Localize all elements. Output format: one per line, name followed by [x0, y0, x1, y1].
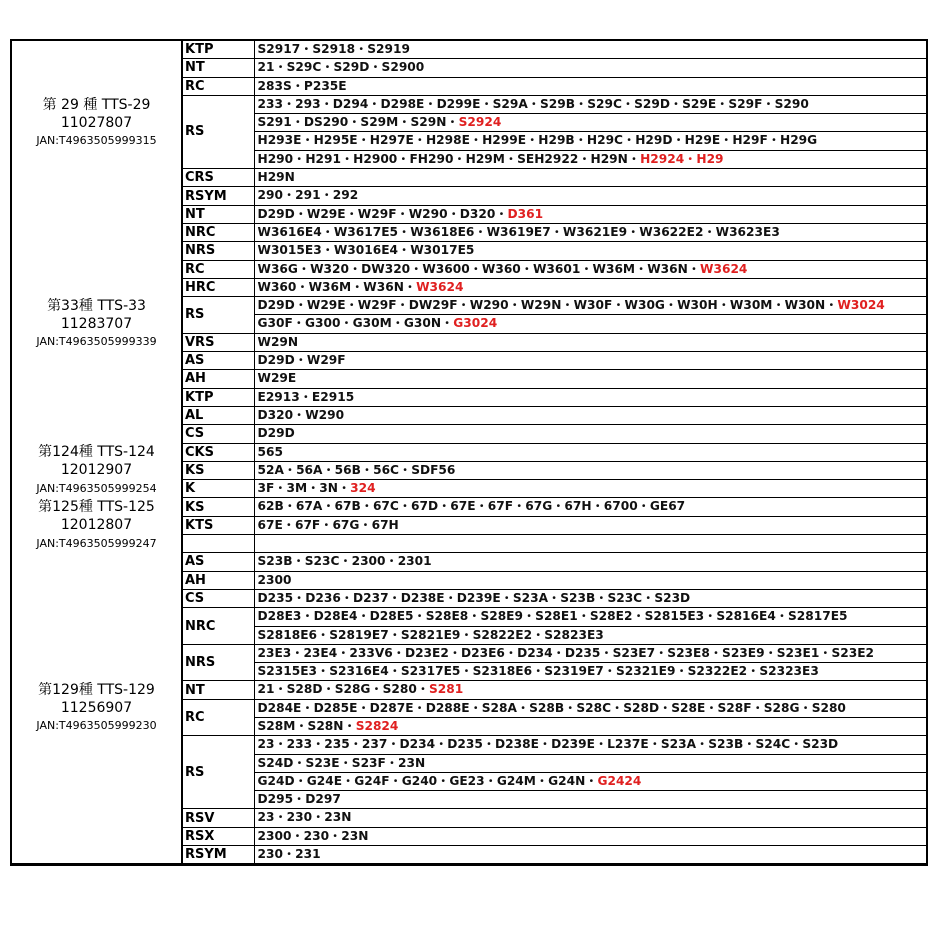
part-numbers-line — [254, 644, 927, 662]
part-number-text: S2315E3・S2316E4・S2317E5・S2318E6・S2319E7・S2321E9・S2322E2・S2323E3 — [257, 664, 819, 679]
part-numbers-line — [254, 589, 927, 607]
part-numbers-line — [254, 187, 927, 205]
part-number-text: 52A・56A・56B・56C・SDF56 — [257, 462, 456, 477]
part-numbers-line — [254, 333, 927, 351]
part-numbers-line — [254, 516, 927, 534]
model-cell — [11, 205, 182, 443]
part-number-text: 23E3・23E4・233V6・D23E2・D23E6・D234・D235・S23E7・S23E8・S23E9・S23E1・S23E2 — [257, 645, 875, 660]
part-numbers-line — [254, 169, 927, 187]
jan-code: JAN:T4963505999339 — [36, 335, 157, 349]
part-number-text: D29D・W29E・W29F・DW29F・W290・W29N・W30F・W30G・W30H・W30M・W30N・ — [257, 298, 838, 313]
jan-code: JAN:T4963505999315 — [36, 134, 157, 148]
part-type-label: KTP — [182, 40, 254, 59]
part-number-text: D28E3・D28E4・D28E5・S28E8・S28E9・S28E1・S28E2・S2815E3・S2816E4・S2817E5 — [257, 609, 848, 624]
part-type-label: RS — [182, 736, 254, 809]
part-numbers-line — [254, 40, 927, 59]
part-number-text: S291・DS290・S29M・S29N・ — [257, 115, 459, 130]
part-type-label: KTP — [182, 388, 254, 406]
part-number-text: W29N — [257, 334, 299, 349]
model-cell — [11, 443, 182, 498]
highlighted-part-number: S281 — [429, 682, 464, 697]
part-type-label: NT — [182, 59, 254, 77]
part-type-label: RSYM — [182, 187, 254, 205]
part-number-text: W36G・W320・DW320・W3600・W360・W3601・W36M・W36N・ — [257, 261, 701, 276]
part-numbers-line — [254, 608, 927, 626]
part-number-text: W29E — [257, 371, 297, 386]
highlighted-part-number: H2924・H29 — [640, 151, 724, 166]
part-type-label: CRS — [182, 169, 254, 187]
part-type-label: AS — [182, 553, 254, 571]
part-type-label: CS — [182, 425, 254, 443]
part-numbers-line — [254, 626, 927, 644]
part-type-label: NRS — [182, 242, 254, 260]
part-numbers-line — [254, 791, 927, 809]
part-type-label: RC — [182, 699, 254, 736]
parts-compatibility-table — [10, 39, 928, 866]
highlighted-part-number: G2424 — [597, 773, 642, 788]
part-numbers-line — [254, 297, 927, 315]
part-numbers-line — [254, 315, 927, 333]
part-type-label: NRC — [182, 223, 254, 241]
part-numbers-line — [254, 827, 927, 845]
part-numbers-line — [254, 717, 927, 735]
part-number-text: 565 — [257, 444, 283, 459]
part-type-label: CKS — [182, 443, 254, 461]
part-numbers-line — [254, 809, 927, 827]
part-numbers-line — [254, 370, 927, 388]
part-number-text: S2917・S2918・S2919 — [257, 42, 410, 56]
part-type-label: NRS — [182, 644, 254, 681]
part-type-label: NRC — [182, 608, 254, 645]
part-type-label: RS — [182, 95, 254, 168]
part-numbers-line — [254, 425, 927, 443]
part-numbers-line — [254, 406, 927, 424]
model-cell — [11, 498, 182, 553]
part-type-label: RC — [182, 77, 254, 95]
part-number-text: D284E・D285E・D287E・D288E・S28A・S28B・S28C・S28D・S28E・S28F・S28G・S280 — [257, 700, 846, 715]
part-type-label: RSX — [182, 827, 254, 845]
part-number-text: G30F・G300・G30M・G30N・ — [257, 316, 454, 331]
part-number-text: D295・D297 — [257, 792, 341, 807]
part-number-text: D29D・W29F — [257, 353, 346, 368]
part-numbers-line — [254, 553, 927, 571]
part-type-label: KTS — [182, 516, 254, 534]
table-row — [11, 443, 927, 461]
table-row — [11, 40, 927, 59]
table-row — [11, 553, 927, 571]
part-type-label: RC — [182, 260, 254, 278]
model-title: 第33種 TTS-33 — [47, 297, 146, 314]
part-number-text: S24D・S23E・S23F・23N — [257, 755, 426, 770]
part-numbers-line — [254, 699, 927, 717]
part-numbers-line — [254, 223, 927, 241]
part-type-label: AH — [182, 370, 254, 388]
jan-code: JAN:T4963505999247 — [36, 536, 157, 550]
highlighted-part-number: W3624 — [700, 261, 748, 276]
part-numbers-line — [254, 772, 927, 790]
highlighted-part-number: S2924 — [458, 115, 502, 130]
part-number-text: 283S・P235E — [257, 78, 347, 93]
highlighted-part-number: S2824 — [355, 718, 399, 733]
part-numbers-line — [254, 535, 927, 553]
model-title: 第124種 TTS-124 — [38, 444, 155, 461]
table-row — [11, 498, 927, 516]
part-number-text: 230・231 — [257, 847, 321, 862]
part-type-label: KS — [182, 498, 254, 516]
part-numbers-line — [254, 754, 927, 772]
part-numbers-line — [254, 205, 927, 223]
model-title: 第129種 TTS-129 — [38, 681, 155, 698]
part-type-label: AH — [182, 571, 254, 589]
part-number-text: D320・W290 — [257, 407, 345, 422]
model-code: 12012907 — [60, 462, 133, 479]
part-number-text: 62B・67A・67B・67C・67D・67E・67F・67G・67H・6700・GE67 — [257, 499, 686, 514]
part-number-text: 21・S28D・S28G・S280・ — [257, 682, 430, 697]
part-numbers-line — [254, 736, 927, 754]
part-number-text: E2913・E2915 — [257, 389, 355, 404]
part-number-text: D29D — [257, 426, 295, 441]
part-numbers-line — [254, 388, 927, 406]
part-numbers-line — [254, 278, 927, 296]
part-number-text: 2300 — [257, 572, 292, 587]
jan-code: JAN:T4963505999254 — [36, 481, 157, 495]
part-number-text: S28M・S28N・ — [257, 718, 356, 733]
part-numbers-line — [254, 681, 927, 699]
part-number-text: 233・293・D294・D298E・D299E・S29A・S29B・S29C・S29D・S29E・S29F・S290 — [257, 96, 809, 111]
part-type-label: KS — [182, 461, 254, 479]
part-number-text: 2300・230・23N — [257, 828, 369, 843]
part-numbers-line — [254, 663, 927, 681]
part-number-text: 3F・3M・3N・ — [257, 481, 351, 496]
part-type-label: NT — [182, 205, 254, 223]
part-type-label: RSYM — [182, 846, 254, 865]
part-numbers-line — [254, 114, 927, 132]
part-number-text: H29N — [257, 170, 295, 185]
part-type-label: AS — [182, 352, 254, 370]
part-numbers-line — [254, 260, 927, 278]
model-title: 第 29 種 TTS-29 — [42, 96, 151, 113]
part-number-text: H290・H291・H2900・FH290・H29M・SEH2922・H29N・ — [257, 151, 641, 166]
part-number-text: W3616E4・W3617E5・W3618E6・W3619E7・W3621E9・W3622E2・W3623E3 — [257, 224, 780, 239]
model-title: 第125種 TTS-125 — [38, 498, 155, 515]
part-numbers-line — [254, 846, 927, 865]
part-numbers-line — [254, 443, 927, 461]
part-number-text: S23B・S23C・2300・2301 — [257, 554, 432, 569]
part-type-label: VRS — [182, 333, 254, 351]
part-numbers-line — [254, 571, 927, 589]
part-number-text: W3015E3・W3016E4・W3017E5 — [257, 243, 475, 258]
part-numbers-line — [254, 150, 927, 168]
part-number-text: H293E・H295E・H297E・H298E・H299E・H29B・H29C・H29D・H29E・H29F・H29G — [257, 133, 818, 148]
part-numbers-line — [254, 132, 927, 150]
part-type-label: NT — [182, 681, 254, 699]
highlighted-part-number: W3624 — [416, 279, 464, 294]
part-number-text: D29D・W29E・W29F・W290・D320・ — [257, 206, 508, 221]
part-type-label: AL — [182, 406, 254, 424]
part-number-text: S2818E6・S2819E7・S2821E9・S2822E2・S2823E3 — [257, 627, 604, 642]
table-row — [11, 205, 927, 223]
part-number-text: 23・230・23N — [257, 810, 352, 825]
part-number-text: G24D・G24E・G24F・G240・GE23・G24M・G24N・ — [257, 773, 598, 788]
part-number-text: 21・S29C・S29D・S2900 — [257, 60, 425, 75]
part-numbers-line — [254, 461, 927, 479]
model-cell — [11, 40, 182, 205]
model-code: 12012807 — [60, 517, 133, 534]
part-type-label: K — [182, 480, 254, 498]
part-number-text: 67E・67F・67G・67H — [257, 517, 399, 532]
part-numbers-line — [254, 352, 927, 370]
part-numbers-line — [254, 77, 927, 95]
highlighted-part-number: G3024 — [453, 316, 498, 331]
model-code: 11283707 — [60, 315, 133, 332]
model-code: 11027807 — [60, 114, 133, 131]
part-number-text: W360・W36M・W36N・ — [257, 279, 417, 294]
part-numbers-line — [254, 480, 927, 498]
table-body — [11, 40, 927, 865]
part-number-text: 23・233・235・237・D234・D235・D238E・D239E・L237E・S23A・S23B・S24C・S23D — [257, 737, 839, 752]
part-numbers-line — [254, 498, 927, 516]
part-number-text: 290・291・292 — [257, 188, 359, 203]
part-number-text: D235・D236・D237・D238E・D239E・S23A・S23B・S23C・S23D — [257, 590, 691, 605]
part-numbers-line — [254, 242, 927, 260]
jan-code: JAN:T4963505999230 — [36, 719, 157, 733]
part-numbers-line — [254, 59, 927, 77]
part-type-label — [182, 535, 254, 553]
part-numbers-line — [254, 95, 927, 113]
highlighted-part-number: W3024 — [837, 298, 885, 313]
highlighted-part-number: 324 — [350, 481, 376, 496]
part-type-label: CS — [182, 589, 254, 607]
model-code: 11256907 — [60, 699, 133, 716]
part-type-label: RS — [182, 297, 254, 334]
part-type-label: RSV — [182, 809, 254, 827]
part-type-label: HRC — [182, 278, 254, 296]
model-cell — [11, 553, 182, 865]
highlighted-part-number: D361 — [507, 206, 544, 221]
